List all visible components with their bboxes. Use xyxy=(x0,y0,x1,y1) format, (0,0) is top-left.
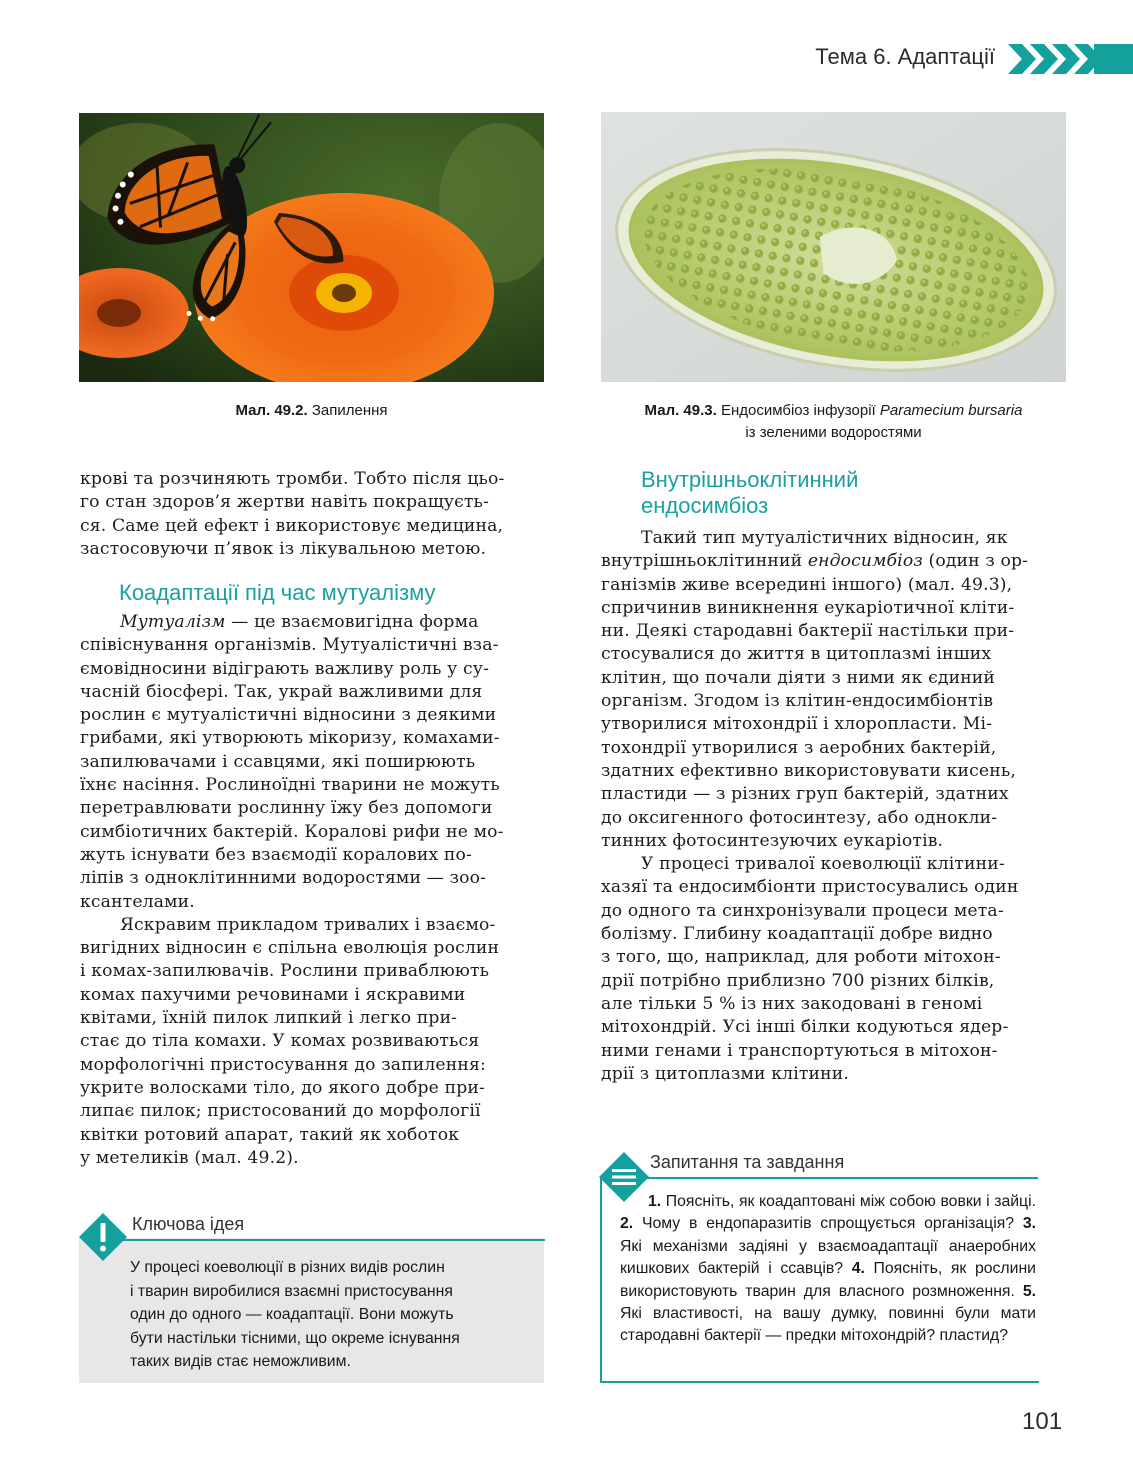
caption-text-2: із зеленими водоростями xyxy=(745,424,922,441)
text-line xyxy=(80,611,545,634)
text-line: Яскравим прикладом тривалих і взаємо- xyxy=(120,914,496,935)
text-line: мітохондрій. Усі інші білки кодуються ядер- xyxy=(601,1017,1009,1038)
question-number: 4. xyxy=(851,1260,865,1278)
term-endosymbiosis: ендосимбіоз xyxy=(807,551,923,572)
text-line: здатних ефективно використовувати кисень, xyxy=(601,760,1016,781)
text-line: запилювачами і ссавцями, які поширюють xyxy=(80,751,476,772)
question-number: 1. xyxy=(648,1193,662,1210)
text-line: болізму. Глибину коадаптації добре видно xyxy=(601,924,993,945)
question-text: Чому в ендопаразитів спрощується організація? xyxy=(641,1215,1015,1233)
term-mutualism: Мутуалізм xyxy=(120,612,226,632)
text-line: У процесі коеволюції в різних видів рослин xyxy=(130,1259,445,1276)
text-line: симбіотичних бактерій. Коралові рифи не мо- xyxy=(80,821,504,842)
exclamation-icon xyxy=(79,1213,127,1261)
text-line: тохондрії утворилися з аеробних бактерій, xyxy=(601,737,997,758)
text-line: тинних фотосинтезуючих еукаріотів. xyxy=(601,830,944,851)
text-line: ксантелами. xyxy=(80,891,195,912)
text-line: квітки ротовий апарат, такий як хоботок xyxy=(80,1124,460,1145)
text-line: до оксигенного фотосинтезу, або однокли- xyxy=(601,807,998,828)
text-line: липає пилок; пристосований до морфології xyxy=(80,1101,481,1122)
figure-paramecium xyxy=(601,112,1066,382)
page-number: 101 xyxy=(1022,1408,1063,1435)
text-line: хазяї та ендосимбіонти пристосувались один xyxy=(601,877,1019,898)
questions-list xyxy=(620,1191,1036,1348)
text-line: ся. Саме цей ефект і використовує медицина, xyxy=(80,515,504,536)
chevron-arrows-icon xyxy=(1008,40,1133,78)
text-line: крові та розчиняють тромби. Тобто після цьо- xyxy=(80,469,505,489)
text-line: ни. Деякі стародавні бактерії настільки при- xyxy=(601,621,1015,642)
text-line: часній біосфері. Так, украй важливими для xyxy=(80,681,483,702)
text-line: один до одного — коадаптації. Вони можуть xyxy=(130,1306,454,1323)
text-line: жуть існувати без взаємодії коралових по- xyxy=(80,844,472,865)
text-line: спричинив виникнення еукаріотичної кліти- xyxy=(601,597,1015,618)
text-line: морфологічні пристосування до запилення: xyxy=(80,1054,486,1075)
text-line: у метеликів (мал. 49.2). xyxy=(80,1147,299,1168)
mutualism-paragraph xyxy=(80,611,545,1170)
text-line: бути настільки тісними, що окреме існування xyxy=(130,1329,460,1347)
caption-text: Запилення xyxy=(311,402,388,419)
text-line: дрії потрібно приблизно 700 різних білків, xyxy=(601,970,995,991)
endosymbiosis-paragraph xyxy=(601,527,1038,1086)
figure-caption-1 xyxy=(79,400,544,422)
caption-species: Paramecium bursaria xyxy=(879,402,1023,419)
butterfly-flower-image xyxy=(79,113,544,382)
text-line: ліпів з одноклітинними водоростями — зоо- xyxy=(80,868,487,889)
text-line: і тварин виробилися взаємні пристосування xyxy=(130,1282,453,1300)
text-line: співіснування організмів. Мутуалістичні вза- xyxy=(80,635,499,656)
text-line: клітин, що почали діяти з ними як єдиний xyxy=(601,667,996,688)
text-line: до одного та синхронізували процеси мета- xyxy=(601,900,1004,921)
key-idea-text xyxy=(130,1256,527,1374)
text-line: ємовідносини відіграють важливу роль у су- xyxy=(80,658,490,679)
text-line: ганізмів живе всередині іншого) (мал. 49.3), xyxy=(601,574,1013,595)
text-line: вигідних відносин є спільна еволюція рослин xyxy=(80,938,500,959)
text-line: грибами, які утворюють мікоризу, комахами- xyxy=(80,728,500,749)
intro-paragraph xyxy=(80,468,545,561)
text-line: таких видів стає неможливим. xyxy=(130,1353,351,1370)
paramecium-image xyxy=(601,112,1066,382)
text-line: стосувалися до життя в цитоплазмі інших xyxy=(601,644,992,665)
text-span: внутрішньоклітинний xyxy=(601,551,808,572)
text-line: з того, що, наприклад, для роботи мітохон- xyxy=(601,947,1001,968)
text-line: ними генами і транспортуються в мітохон- xyxy=(601,1040,998,1061)
text-line: пластиди — з різних груп бактерій, здатних xyxy=(601,784,1009,805)
text-line: і комах-запилювачів. Рослини приваблюють xyxy=(80,961,490,982)
figure-caption-2 xyxy=(601,400,1066,444)
key-idea-title: Ключова ідея xyxy=(132,1214,245,1234)
caption-label: Мал. 49.3. xyxy=(644,402,717,419)
heading-line: Внутрішньоклітинний xyxy=(641,467,859,492)
text-line: го стан здоров’я жертви навіть покращуєть- xyxy=(80,492,489,513)
question-number: 2. xyxy=(620,1215,634,1233)
key-idea-rule xyxy=(102,1239,545,1241)
text-line: перетравлювати рослинну їжу без допомоги xyxy=(80,798,493,819)
text-line xyxy=(601,550,1038,573)
section-heading-mutualism: Коадаптації під час мутуалізму xyxy=(119,580,436,605)
question-text: Які властивості, на вашу думку, повинні були мати стародавні бактерії — предки мітохондрій? пластид? xyxy=(620,1305,1036,1345)
text-line: дрії з цитоплазми клітини. xyxy=(601,1063,849,1084)
text-line: комах пахучими речовинами і яскравими xyxy=(80,984,466,1005)
caption-text: Ендосимбіоз інфузорії xyxy=(720,402,876,419)
figure-butterfly xyxy=(79,113,544,382)
question-number: 3. xyxy=(1022,1215,1037,1233)
questions-rule xyxy=(622,1177,1038,1179)
text-line: застосовуючи п’явок із лікувальною метою. xyxy=(80,538,487,559)
text-line: утворилися мітохондрії і хлоропласти. Мі- xyxy=(601,714,993,735)
topic-header: Тема 6. Адаптації xyxy=(815,44,995,69)
text-line: укрите волосками тіло, до якого добре при- xyxy=(80,1077,485,1098)
text-line: Такий тип мутуалістичних відносин, як xyxy=(641,528,1008,548)
section-heading-endosymbiosis xyxy=(641,467,858,519)
text-line: організм. Згодом із клітин-ендосимбіонтів xyxy=(601,691,994,712)
questions-title: Запитання та завдання xyxy=(650,1152,845,1172)
text-span: (один з ор- xyxy=(922,551,1029,572)
question-text: Які механізми задіяні у взаємоадаптації анаеробних кишкових бактерій і ссавців? xyxy=(620,1237,1036,1278)
text-span: — це взаємовигідна форма xyxy=(225,612,479,632)
question-text: Поясніть, як рослини використовують тварин для власного розмноження. xyxy=(620,1260,1037,1300)
question-text: Поясніть, як коадаптовані між собою вовки і зайці. xyxy=(665,1193,1037,1210)
heading-line: ендосимбіоз xyxy=(641,493,769,518)
text-line: рослин є мутуалістичні відносини з деякими xyxy=(80,705,497,726)
text-line: але тільки 5 % із них закодовані в геномі xyxy=(601,993,983,1014)
text-line: квітами, їхній пилок липкий і легко при- xyxy=(80,1008,458,1029)
question-number: 5. xyxy=(1022,1282,1036,1300)
caption-label: Мал. 49.2. xyxy=(235,402,308,419)
text-line: стає до тіла комахи. У комах розвиваються xyxy=(80,1031,480,1052)
text-line: У процесі тривалої коеволюції клітини- xyxy=(641,854,1005,875)
text-line: їхнє насіння. Рослиноїдні тварини не можуть xyxy=(80,775,500,796)
